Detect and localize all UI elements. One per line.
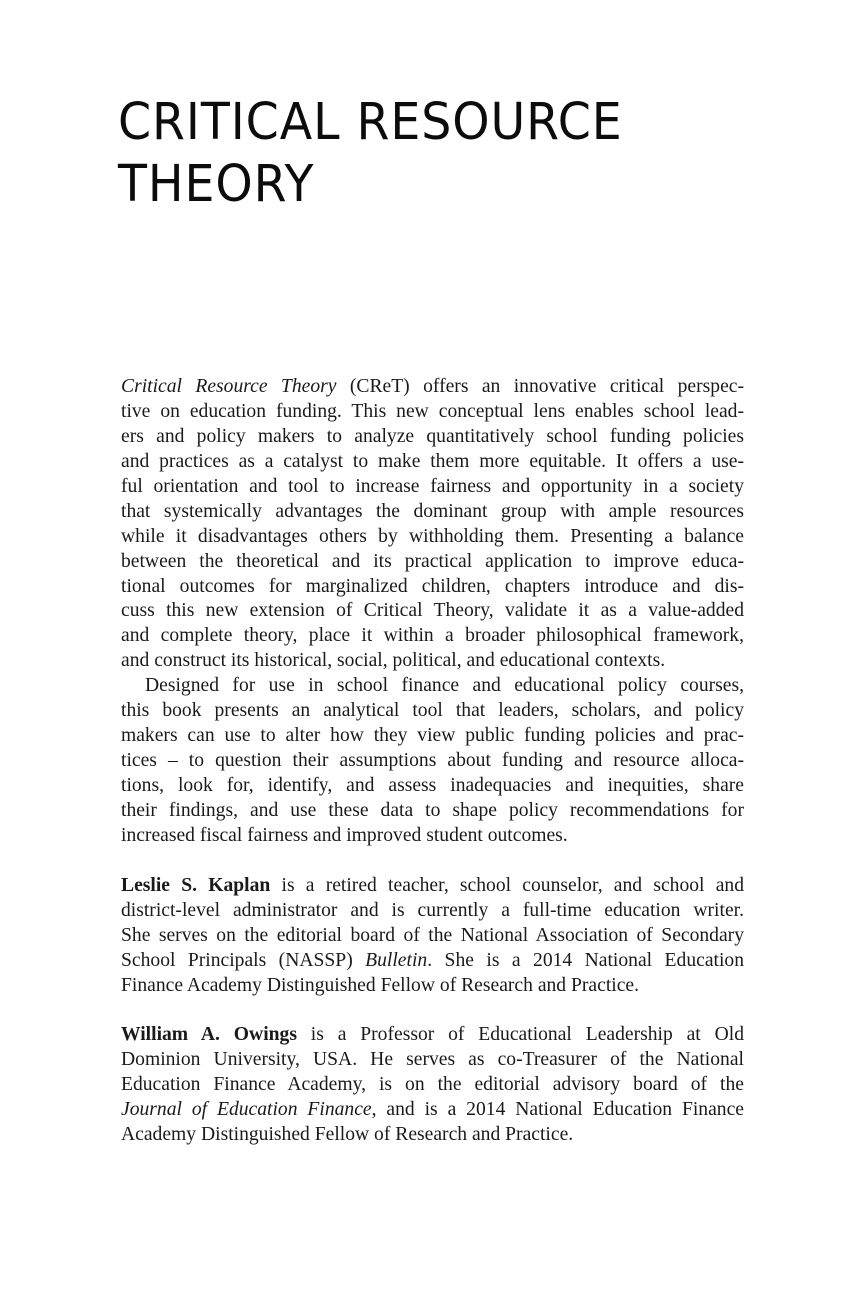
text-line: Finance Academy Distinguished Fellow of Research and Practice.: [121, 974, 639, 996]
text-line: Leslie S. Kaplan is a retired teacher, school counselor, and school and: [121, 875, 744, 896]
text-line: and practices as a catalyst to make them more equitable. It offers a use-: [121, 450, 744, 472]
author-bio-owings: [121, 1023, 744, 1148]
text-line: and complete theory, place it within a broader philosophical framework,: [121, 625, 744, 647]
publication-title: Bulletin: [365, 949, 428, 971]
title-line-1: CRITICAL RESOURCE: [118, 93, 623, 152]
author-bio-kaplan: [121, 874, 744, 999]
text-line: Designed for use in school finance and educational policy courses,: [145, 675, 744, 697]
text-line: their findings, and use these data to shape policy recommendations for: [121, 799, 744, 821]
text-line: that systemically advantages the dominant group with ample resources: [121, 500, 744, 522]
text-line: ful orientation and tool to increase fairness and opportunity in a society: [121, 475, 744, 497]
text-line: while it disadvantages others by withholding them. Presenting a balance: [121, 525, 744, 547]
text-line: tices – to question their assumptions about funding and resource alloca-: [121, 750, 744, 772]
text-line: Dominion University, USA. He serves as co-Treasurer of the National: [121, 1048, 744, 1070]
description-paragraph-2: [121, 674, 744, 849]
text-line: this book presents an analytical tool that leaders, scholars, and policy: [121, 700, 744, 722]
text-line: ers and policy makers to analyze quantitatively school funding policies: [121, 425, 744, 447]
text-line: School Principals (NASSP) Bulletin. She is a 2014 National Education: [121, 949, 744, 971]
text-line: increased fiscal fairness and improved student outcomes.: [121, 824, 568, 846]
text-line: Journal of Education Finance, and is a 2014 National Education Finance: [121, 1098, 744, 1120]
text-line: Academy Distinguished Fellow of Research and Practice.: [121, 1123, 574, 1145]
text-line: cuss this new extension of Critical Theory, validate it as a value-added: [121, 600, 744, 622]
description-paragraph-1: [121, 375, 744, 674]
book-title: [118, 92, 623, 216]
text-line: district-level administrator and is currently a full-time education writer.: [121, 899, 744, 921]
text-line: William A. Owings is a Professor of Educational Leadership at Old: [121, 1024, 744, 1045]
author-name: Leslie S. Kaplan: [121, 875, 271, 896]
title-line-2: THEORY: [118, 155, 315, 214]
text-line: tive on education funding. This new conceptual lens enables school lead-: [121, 400, 744, 422]
text-line: makers can use to alter how they view public funding policies and prac-: [121, 725, 744, 747]
book-description: [121, 375, 744, 849]
publication-title: Journal of Education Finance: [121, 1098, 372, 1120]
text-line: and construct its historical, social, political, and educational contexts.: [121, 650, 666, 672]
author-name: William A. Owings: [121, 1024, 297, 1045]
book-title-italic: Critical Resource Theory: [121, 376, 337, 397]
text-line: tional outcomes for marginalized children, chapters introduce and dis-: [121, 575, 744, 597]
text-line: She serves on the editorial board of the National Association of Secondary: [121, 924, 744, 946]
text-line: tions, look for, identify, and assess inadequacies and inequities, share: [121, 775, 744, 796]
text-line: Critical Resource Theory (CReT) offers an innovative critical perspec-: [121, 376, 744, 397]
text-line: between the theoretical and its practical application to improve educa-: [121, 550, 744, 572]
text-line: Education Finance Academy, is on the editorial advisory board of the: [121, 1073, 744, 1095]
